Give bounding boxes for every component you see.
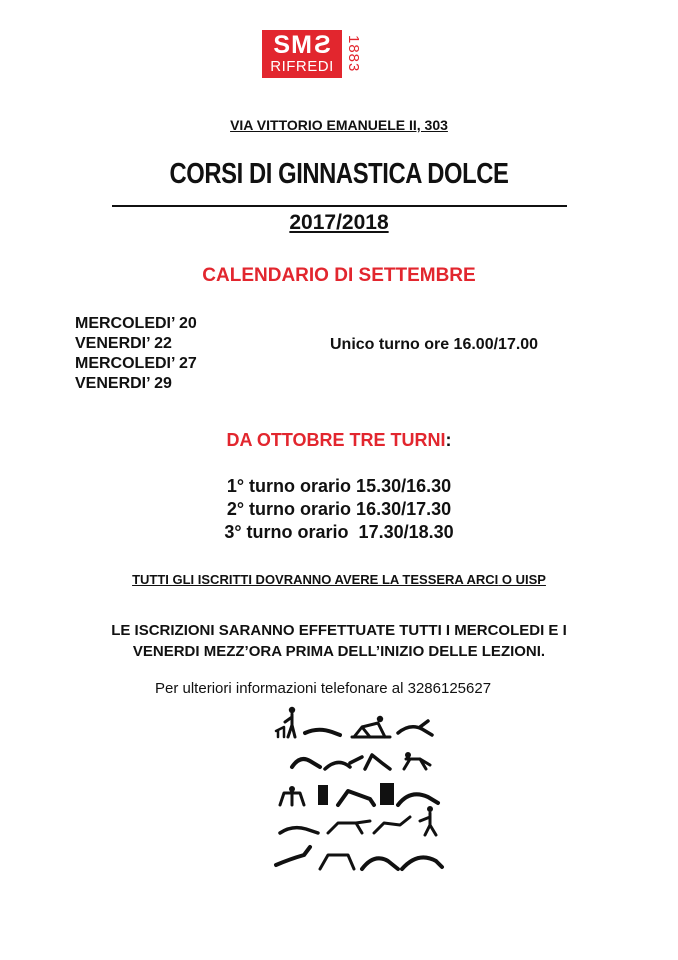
logo-letters-right: S [312,31,331,59]
page-title: CORSI DI GINNASTICA DOLCE [169,158,509,190]
address: VIA VITTORIO EMANUELE II, 303 [230,117,448,133]
enrollment-notice [0,620,678,662]
figure-leg-lift-icon [374,817,410,833]
list-item: 1° turno orario 15.30/16.30 [226,476,452,496]
figure-bow-icon [402,857,442,869]
figure-kneeling-icon [352,716,390,737]
september-shift: Unico turno ore 16.00/17.00 [330,336,539,353]
october-heading-text: DA OTTOBRE TRE TURNI [226,430,446,450]
title-divider [112,205,567,207]
figure-table-icon [280,786,304,805]
membership-notice [0,572,678,587]
list-item: VENERDI’ 22 [75,335,172,352]
list-item: 3° turno orario 17.30/18.30 [224,522,454,542]
enrollment-line: VENERDI MEZZ’ORA PRIMA DELL’INIZIO DELLE LEZIONI. [132,643,546,660]
season-year: 2017/2018 [289,211,389,234]
figure-sit-icon [338,791,374,805]
figure-standing-icon [276,707,295,737]
list-item: 2° turno orario 16.30/17.30 [226,499,452,519]
figure-stretch-icon [398,721,432,735]
enrollment-line: LE ISCRIZIONI SARANNO EFFETTUATE TUTTI I MERCOLEDI E I [111,622,567,639]
list-item: MERCOLEDI’ 20 [75,315,197,332]
logo-letters-left: SM [273,31,313,59]
info-phone: Per ulteriori informazioni telefonare al 3286125627 [155,680,492,697]
exercise-silhouettes-icon [270,705,445,880]
logo-year: 1883 [345,35,362,73]
september-heading: CALENDARIO DI SETTEMBRE [202,265,476,286]
figure-child-pose-icon [362,858,398,869]
figure-reach-icon [365,755,390,769]
list-item: VENERDI’ 29 [75,375,172,392]
figure-crawl-icon [404,752,430,769]
october-heading-colon: : [445,430,452,450]
sms-rifredi-logo [262,30,362,80]
membership-uisp: O UISP [498,572,546,587]
figure-side-icon [292,759,320,767]
figure-block-icon [380,783,394,805]
figure-cobra-icon [276,847,310,865]
list-item: MERCOLEDI’ 27 [75,355,197,372]
figure-bird-dog-icon [328,821,370,833]
figure-kneel-icon [318,785,328,805]
logo-city: RIFREDI [270,58,334,75]
figure-recline-icon [398,794,438,805]
figure-plank-icon [280,828,318,833]
figure-bridge-icon [325,757,362,769]
membership-text: TUTTI GLI ISCRITTI DOVRANNO AVERE LA TESSERA [132,572,467,587]
figure-cat-icon [320,855,354,869]
september-days-list [75,314,197,394]
membership-arci: ARCI [466,572,499,587]
figure-balance-icon [420,806,436,835]
october-shifts-list [0,475,678,544]
figure-lying-icon [305,730,340,735]
logo-box [262,30,342,78]
logo-letters [262,32,342,58]
october-heading [0,430,678,451]
